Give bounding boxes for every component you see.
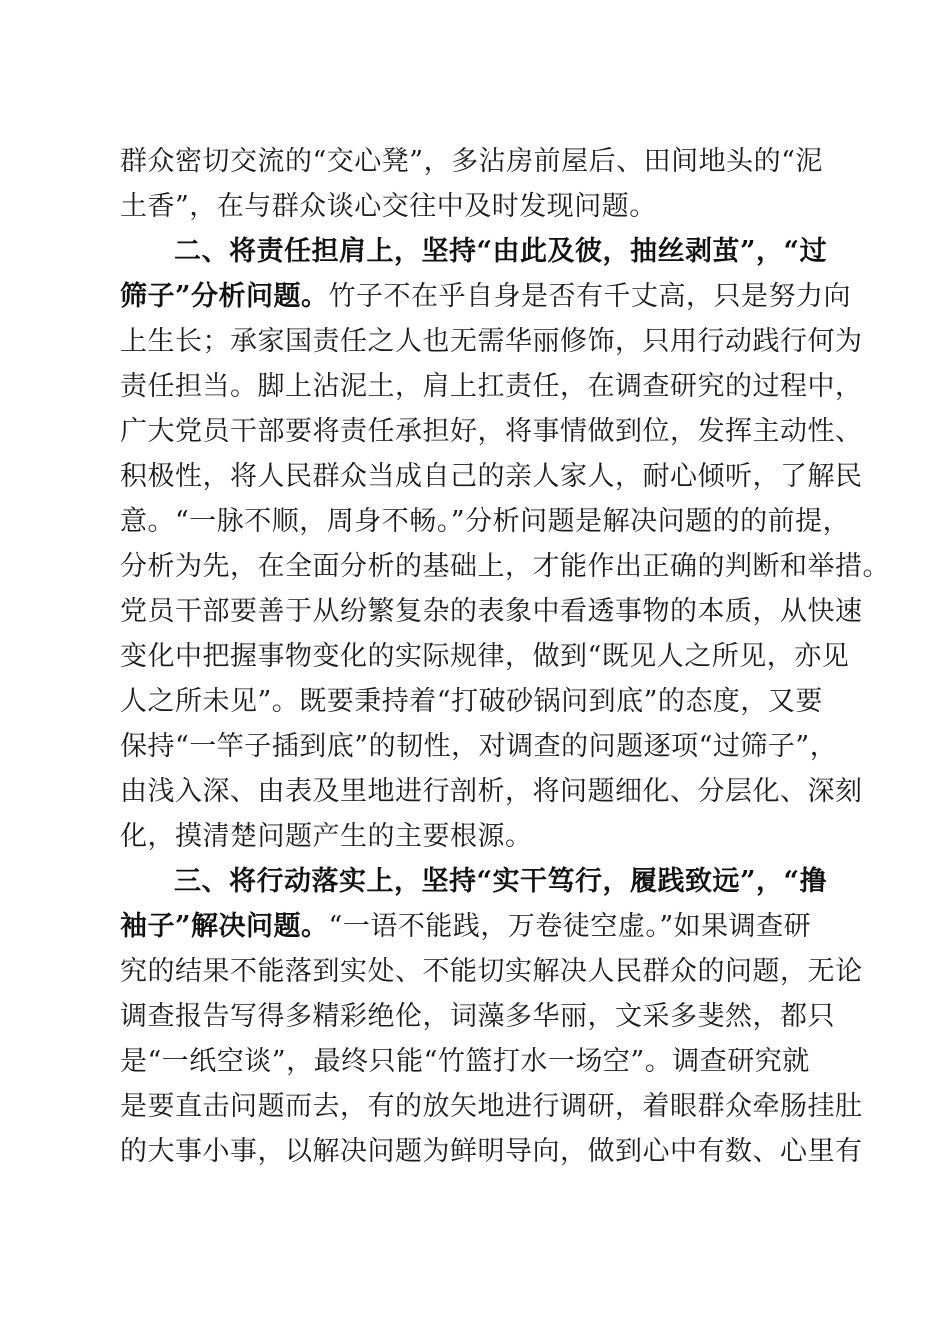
text-line: 土香”，在与群众谈心交往中及时发现问题。 [120, 191, 657, 222]
text-line [120, 274, 852, 319]
paragraph-3 [120, 859, 863, 1174]
text-line: 积极性，将人民群众当成自己的亲人家人，耐心倾听，了解民 [120, 461, 863, 492]
section-heading-2: 二、将责任担肩上，坚持“由此及彼，抽丝剥茧”，“过 [174, 236, 828, 267]
text-line [120, 904, 840, 949]
text-line: 是“一纸空谈”，最终只能“竹篮打水一场空”。调查研究就 [120, 1046, 810, 1077]
text-line: 分析为先，在全面分析的基础上，才能作出正确的判断和举措。 [120, 551, 890, 582]
text-line: 由浅入深、由表及里地进行剖析，将问题细化、分层化、深刻 [120, 776, 863, 807]
text-line: 是要直击问题而去，有的放矢地进行调研，着眼群众牵肠挂肚 [120, 1091, 863, 1122]
document-page [120, 139, 890, 1174]
text-line: 的大事小事，以解决问题为鲜明导向，做到心中有数、心里有 [120, 1136, 863, 1167]
text-line: 调查报告写得多精彩绝伦，词藻多华丽，文采多斐然，都只 [120, 1001, 835, 1032]
text-line: 究的结果不能落到实处、不能切实解决人民群众的问题，无论 [120, 956, 863, 987]
text-line: 责任担当。脚上沾泥土，肩上扛责任，在调查研究的过程中， [120, 371, 863, 402]
text-line: 广大党员干部要将责任承担好，将事情做到位，发挥主动性、 [120, 416, 863, 447]
text-line: 保持“一竿子插到底”的韧性，对调查的问题逐项“过筛子”， [120, 731, 838, 762]
text-line: 党员干部要善于从纷繁复杂的表象中看透事物的本质，从快速 [120, 596, 863, 627]
text-line: 群众密切交流的“交心凳”，多沾房前屋后、田间地头的“泥 [120, 146, 823, 177]
section-heading-2-continued: 筛子”分析问题。 [120, 281, 329, 312]
section-heading-3: 三、将行动落实上，坚持“实干笃行，履践致远”，“撸 [174, 866, 828, 897]
section-heading-3-continued: 袖子”解决问题。 [120, 911, 329, 942]
text-line: 变化中把握事物变化的实际规律，做到“既见人之所见，亦见 [120, 641, 850, 672]
text-span: “一语不能践，万卷徒空虚。”如果调查研 [328, 911, 812, 942]
text-line: 意。“一脉不顺，周身不畅。”分析问题是解决问题的的前提， [120, 506, 851, 537]
text-line: 人之所未见”。既要秉持着“打破砂锅问到底”的态度，又要 [120, 686, 823, 717]
paragraph-1 [120, 139, 840, 229]
text-line: 化，摸清楚问题产生的主要根源。 [120, 821, 533, 852]
paragraph-2 [120, 229, 890, 859]
text-line: 上生长；承家国责任之人也无需华丽修饰，只用行动践行何为 [120, 326, 863, 357]
text-span: 竹子不在乎自身是否有千丈高，只是努力向 [328, 281, 852, 312]
